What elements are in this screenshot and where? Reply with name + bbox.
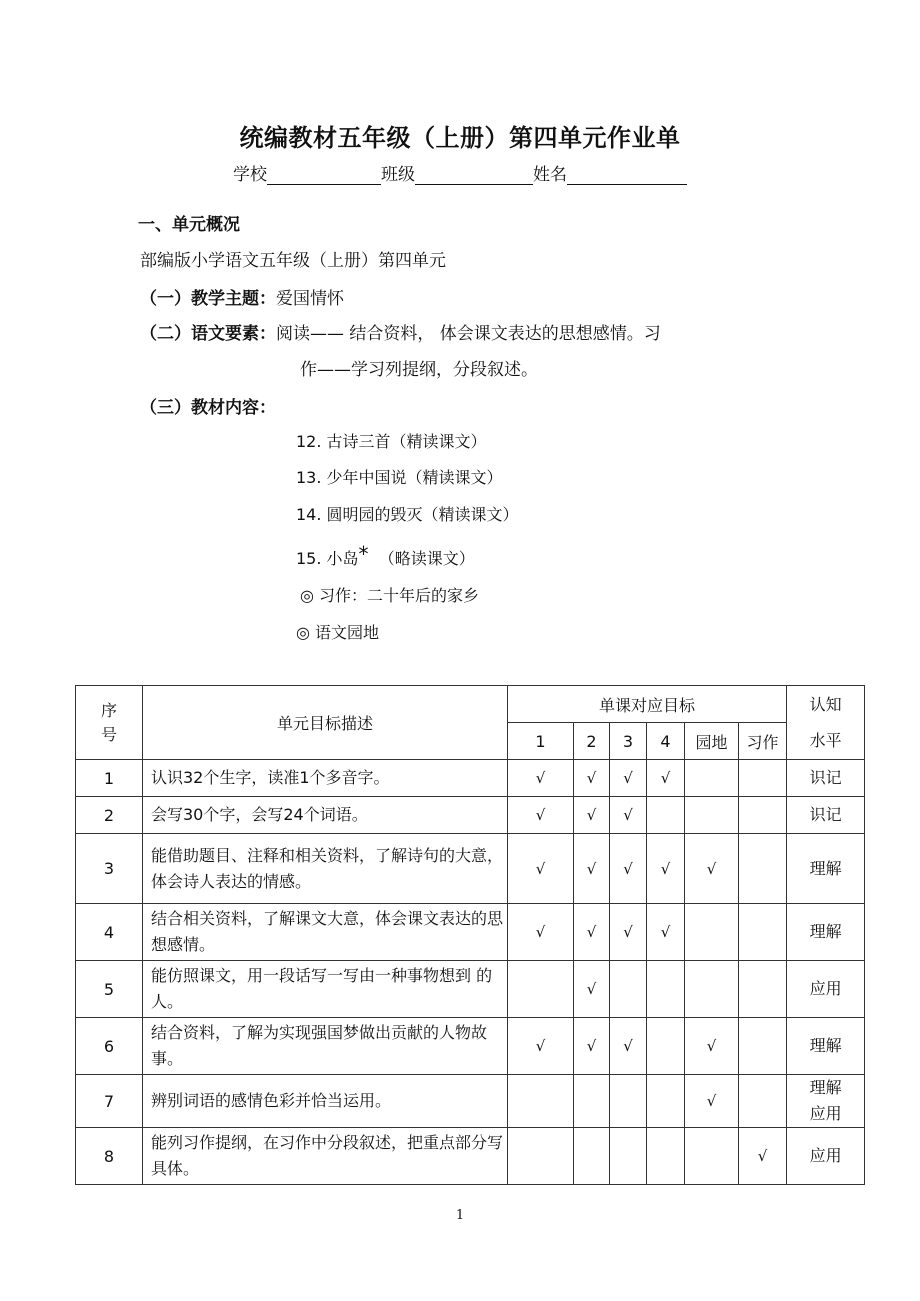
theme-line xyxy=(140,284,344,309)
row-check-3: √ xyxy=(610,797,647,834)
content-item-15-title: 15. 小岛 xyxy=(296,549,359,568)
row-check-1 xyxy=(508,961,574,1018)
table-row xyxy=(76,904,865,961)
row-check-5: √ xyxy=(685,1075,739,1128)
row-level: 理解 xyxy=(787,1018,865,1075)
row-check-3 xyxy=(610,1128,647,1185)
row-check-2 xyxy=(574,1128,610,1185)
row-level: 理解 xyxy=(787,834,865,904)
elements-text-1: 阅读—— 结合资料， 体会课文表达的思想感情。习 xyxy=(276,324,661,344)
row-check-5 xyxy=(685,1128,739,1185)
row-desc: 辨别词语的感情色彩并恰当运用。 xyxy=(143,1075,508,1128)
table-row xyxy=(76,1075,865,1128)
row-check-1: √ xyxy=(508,1018,574,1075)
content-item-12: 12. 古诗三首（精读课文） xyxy=(296,432,487,451)
header-seq xyxy=(76,686,143,760)
unit-subtitle: 部编版小学语文五年级（上册）第四单元 xyxy=(140,251,446,271)
row-check-1: √ xyxy=(508,760,574,797)
row-desc: 结合资料，了解为实现强国梦做出贡献的人物故事。 xyxy=(143,1018,508,1075)
row-check-6 xyxy=(739,834,787,904)
header-desc: 单元目标描述 xyxy=(143,686,508,760)
subheader-2: 2 xyxy=(574,723,610,760)
row-check-2 xyxy=(574,1075,610,1128)
row-check-2: √ xyxy=(574,760,610,797)
header-seq-text: 序号 xyxy=(100,700,117,744)
subheader-4: 4 xyxy=(647,723,685,760)
asterisk-icon: * xyxy=(358,542,369,566)
class-blank[interactable] xyxy=(415,166,533,185)
row-check-4 xyxy=(647,1018,685,1075)
row-check-4: √ xyxy=(647,760,685,797)
row-check-4 xyxy=(647,797,685,834)
row-check-4 xyxy=(647,1128,685,1185)
row-seq: 8 xyxy=(76,1128,143,1185)
content-item-15-suffix: （略读课文） xyxy=(378,549,475,568)
row-desc: 能列习作提纲，在习作中分段叙述，把重点部分写具体。 xyxy=(143,1128,508,1185)
content-item-writing: ◎ 习作：二十年后的家乡 xyxy=(300,586,480,605)
row-seq: 1 xyxy=(76,760,143,797)
row-seq: 4 xyxy=(76,904,143,961)
row-seq: 3 xyxy=(76,834,143,904)
row-check-3 xyxy=(610,1075,647,1128)
row-check-5 xyxy=(685,797,739,834)
content-item-15 xyxy=(296,542,475,569)
row-seq: 6 xyxy=(76,1018,143,1075)
header-level-text: 认知水平 xyxy=(809,694,842,750)
row-check-2: √ xyxy=(574,797,610,834)
name-label: 姓名 xyxy=(533,165,567,185)
section-heading: 一、单元概况 xyxy=(138,215,240,235)
content-label: （三）教材内容： xyxy=(140,398,276,418)
table-row xyxy=(76,834,865,904)
school-label: 学校 xyxy=(233,165,267,185)
table-row xyxy=(76,760,865,797)
row-check-4: √ xyxy=(647,904,685,961)
table-row xyxy=(76,1018,865,1075)
subheader-3: 3 xyxy=(610,723,647,760)
subheader-1: 1 xyxy=(508,723,574,760)
row-check-3 xyxy=(610,961,647,1018)
row-check-5 xyxy=(685,961,739,1018)
row-level: 应用 xyxy=(787,961,865,1018)
row-level: 理解 xyxy=(787,904,865,961)
header-level xyxy=(787,686,865,760)
content-item-14: 14. 圆明园的毁灭（精读课文） xyxy=(296,505,519,524)
table-row xyxy=(76,797,865,834)
table-row xyxy=(76,1128,865,1185)
row-check-6 xyxy=(739,797,787,834)
page-title: 统编教材五年级（上册）第四单元作业单 xyxy=(239,124,681,152)
row-desc: 能借助题目、注释和相关资料，了解诗句的大意，体会诗人表达的情感。 xyxy=(143,834,508,904)
row-check-1: √ xyxy=(508,797,574,834)
row-level: 识记 xyxy=(787,797,865,834)
row-level: 识记 xyxy=(787,760,865,797)
row-desc: 能仿照课文，用一段话写一写由一种事物想到 的人。 xyxy=(143,961,508,1018)
subheader-garden: 园地 xyxy=(685,723,739,760)
row-check-3: √ xyxy=(610,1018,647,1075)
row-check-1 xyxy=(508,1128,574,1185)
school-blank[interactable] xyxy=(267,166,381,185)
row-check-4 xyxy=(647,961,685,1018)
row-check-4 xyxy=(647,1075,685,1128)
elements-label: （二）语文要素： xyxy=(140,324,276,344)
header-targets: 单课对应目标 xyxy=(508,686,787,723)
row-desc: 结合相关资料，了解课文大意，体会课文表达的思想感情。 xyxy=(143,904,508,961)
row-desc: 认识32个生字，读准1个多音字。 xyxy=(143,760,508,797)
theme-label: （一）教学主题： xyxy=(140,289,276,309)
row-check-5: √ xyxy=(685,834,739,904)
table-row xyxy=(76,961,865,1018)
row-check-2: √ xyxy=(574,834,610,904)
row-check-6 xyxy=(739,760,787,797)
page-number: 1 xyxy=(455,1208,465,1223)
row-level: 理解应用 xyxy=(787,1075,865,1128)
row-seq: 7 xyxy=(76,1075,143,1128)
student-info-line xyxy=(233,160,687,185)
content-item-13: 13. 少年中国说（精读课文） xyxy=(296,468,503,487)
row-check-5 xyxy=(685,904,739,961)
row-check-1: √ xyxy=(508,904,574,961)
row-level: 应用 xyxy=(787,1128,865,1185)
row-check-5 xyxy=(685,760,739,797)
content-item-garden: ◎ 语文园地 xyxy=(296,623,380,642)
row-seq: 2 xyxy=(76,797,143,834)
row-check-6 xyxy=(739,961,787,1018)
elements-text-2: 作——学习列提纲，分段叙述。 xyxy=(300,360,538,380)
row-check-5: √ xyxy=(685,1018,739,1075)
row-check-1: √ xyxy=(508,834,574,904)
row-check-2: √ xyxy=(574,1018,610,1075)
row-check-4: √ xyxy=(647,834,685,904)
row-check-6 xyxy=(739,1018,787,1075)
elements-line xyxy=(140,319,661,344)
subheader-writing: 习作 xyxy=(739,723,787,760)
row-check-3: √ xyxy=(610,904,647,961)
row-desc: 会写30个字，会写24个词语。 xyxy=(143,797,508,834)
row-check-3: √ xyxy=(610,834,647,904)
row-check-6: √ xyxy=(739,1128,787,1185)
row-check-3: √ xyxy=(610,760,647,797)
row-check-6 xyxy=(739,904,787,961)
row-check-6 xyxy=(739,1075,787,1128)
name-blank[interactable] xyxy=(567,166,687,185)
row-check-2: √ xyxy=(574,904,610,961)
unit-goals-table xyxy=(75,685,865,1185)
row-check-2: √ xyxy=(574,961,610,1018)
row-check-1 xyxy=(508,1075,574,1128)
row-seq: 5 xyxy=(76,961,143,1018)
class-label: 班级 xyxy=(381,165,415,185)
theme-value: 爱国情怀 xyxy=(276,289,344,309)
